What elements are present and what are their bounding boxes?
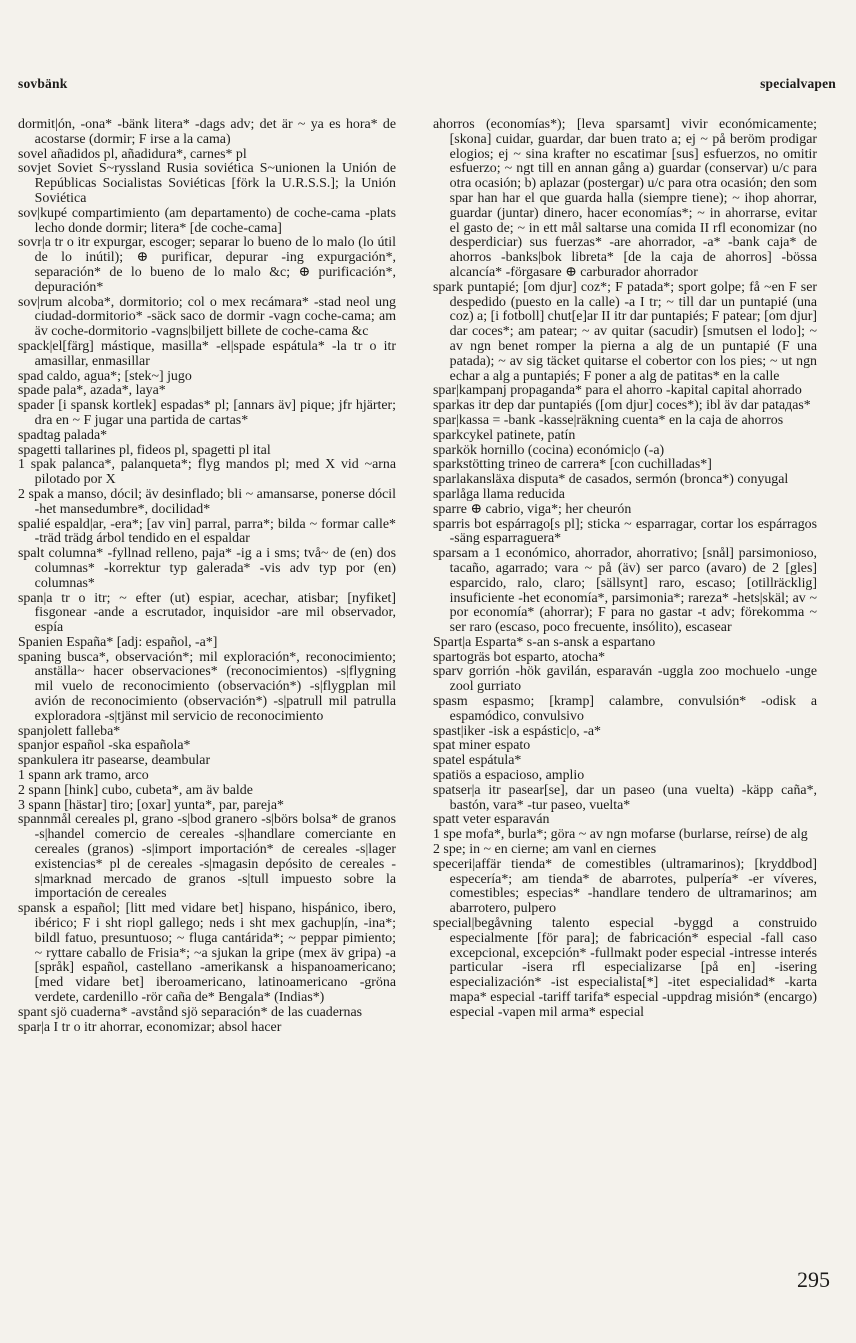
dictionary-entry: spatiös a espacioso, amplio xyxy=(433,768,585,784)
dictionary-entry: spader [i spansk kortlek] espadas* pl; [annars äv] pique; jfr hjärter; dra en ~ F jugar una partida de cartas* xyxy=(18,398,396,428)
dictionary-entry: spalt columna* -fyllnad relleno, paja* -ig a i sms; två~ de (en) dos columnas* -korrektur typ galerada* -vis adv typ por (en) columnas* xyxy=(18,546,396,591)
dictionary-entry: sparsam a 1 económico, ahorrador, ahorrativo; [snål] parsimonioso, tacaño, agarrado; vara ~ på (äv) ser parco (avaro) de 2 [gles] esparcido, ralo, claro; [sällsynt] raro, escaso; [otillräcklig] insuficiente -het economía*, parsimonia*; rareza* -hets|skäl; av ~ por economía* (ahorrar); F para no gastar -t adv; förekomma ~ ser raro (escaso, poco frecuente, insólito), escasear xyxy=(433,546,817,636)
dictionary-entry: sparkstötting trineo de carrera* [con cuchilladas*] xyxy=(433,457,712,473)
dictionary-entry: spalié espald|ar, -era*; [av vin] parral, parra*; bilda ~ formar calle* -träd trädg árbol tendido en el espaldar xyxy=(18,516,396,547)
dictionary-entry: spasm espasmo; [kramp] calambre, convulsión* -odisk a espamódico, convulsivo xyxy=(433,694,817,724)
dictionary-entry: spant sjö cuaderna* -avstånd sjö separación* de las cuadernas xyxy=(18,1004,363,1020)
dictionary-entry: spar|a I tr o itr ahorrar, economizar; absol hacer xyxy=(18,1019,282,1035)
dictionary-entry: 2 spe; in ~ en cierne; am vanl en ciernes xyxy=(433,842,657,858)
dictionary-entry: 1 spe mofa*, burla*; göra ~ av ngn mofarse (burlarse, reírse) de alg xyxy=(433,827,808,843)
dictionary-entry: spagetti tallarines pl, fideos pl, spagetti pl ital xyxy=(18,442,271,458)
dictionary-entry: spark puntapié; [om djur] coz*; F patada*; sport golpe; få ~en F ser despedido (puesto en la calle) -a I tr; ~ till dar un puntapié (una coz) a; [i fotboll] chut[e]ar II itr dar puntapiés; F patear; [om djur] dar coces*; am patear; ~ av quitar (sacudir) [smutsen el lodo]; ~ av ngn benet romper la pierna a alg de un puntapié (F una patada); ~ av sig täcket quitarse el cobertor con los pies; ~ ut ngn echar a alg a puntapiés; F poner a alg de patitas* en la calle xyxy=(433,279,817,384)
dictionary-entry: sovjet Soviet S~ryssland Rusia soviética S~unionen la Unión de Repúblicas Socialistas Soviéticas [förk la U.R.S.S.]; la Unión Soviética xyxy=(18,161,396,206)
dictionary-entry: sov|rum alcoba*, dormitorio; col o mex recámara* -stad neol ung ciudad-dormitorio* -säck saco de dormir -vagn coche-cama; am äv coche-dormitorio -vagns|biljett billete de coche-cama &c xyxy=(18,294,396,340)
dictionary-entry: Spanien España* [adj: español, -a*] xyxy=(18,634,218,650)
dictionary-entry: dormit|ón, -ona* -bänk litera* -dags adv; det är ~ ya es hora* de acostarse (dormir; F irse a la cama) xyxy=(18,117,396,147)
dictionary-entry: sovel añadidos pl, añadidura*, carnes* pl xyxy=(18,146,247,162)
left-column xyxy=(18,118,396,1035)
dictionary-entry: Spart|a Esparta* s-an s-ansk a espartano xyxy=(433,634,656,650)
dictionary-entry: sparkas itr dep dar puntapiés ([om djur] coces*); ibl äv dar pataдas* xyxy=(433,398,811,414)
dictionary-entry: sovr|a tr o itr expurgar, escoger; separar lo bueno de lo malo (lo útil de lo inútil); ⊕ purificar, depurar -ing expurgación*, separación* de lo bueno de lo malo &c; ⊕ purificación*, depuración* xyxy=(18,235,396,295)
dictionary-entry: spast|iker -isk a espástic|o, -a* xyxy=(433,723,601,739)
dictionary-entry: spanjor español -ska española* xyxy=(18,738,191,754)
dictionary-entry: sparkcykel patinete, patín xyxy=(433,427,576,443)
dictionary-entry: 2 spak a manso, dócil; äv desinflado; bli ~ amansarse, ponerse dócil -het mansedumbre*, docilidad* xyxy=(18,486,396,517)
dictionary-entry: spat miner espato xyxy=(433,738,531,754)
dictionary-entry: spatel espátula* xyxy=(433,753,522,769)
running-head-right: specialvapen xyxy=(760,76,836,91)
dictionary-entry: spaning busca*, observación*; mil exploración*, reconocimiento; anställa~ hacer observaciones* (reconocimientos) -s|flygning mil vuelo de reconocimiento (observación*) -s|flygplan mil avión de reconocimiento (observación*) -s|patrull mil patrulla exploradora -s|tjänst mil servicio de reconocimiento xyxy=(18,649,396,724)
dictionary-entry: spansk a español; [litt med vidare bet] hispano, hispánico, ibero, ibérico; F i sht riopl gallego; neds i sht mex gachup|ín, -ina*; bildl fatuo, presuntuoso; ~ fluga cantárida*; ~ peppar pimiento; ~ ryttare caballo de Frisia*; ~a sjukan la gripe (mex äv gripa) -a [språk] español, castellano -amerikansk a hispanoamericano; [med vidare bet] iberoamericano, latinoamericano -gröna verdete, cardenillo -rör caña de* Bengala* (Indias*) xyxy=(18,901,396,1006)
dictionary-entry: spar|kassa = -bank -kasse|räkning cuenta* en la caja de ahorros xyxy=(433,412,784,428)
dictionary-entry: 2 spann [hink] cubo, cubeta*, am äv balde xyxy=(18,782,253,798)
dictionary-entry: spannmål cereales pl, grano -s|bod granero -s|börs bolsa* de granos -s|handel comercio de cereales -s|handlare comerciante en cereales (granos) -s|import importación* de cereales -s|lager existencias* pl de cereales -s|magasin depósito de cereales -s|marknad mercado de granos -s|tull impuesto sobre la importación de cereales xyxy=(18,812,396,902)
dictionary-entry: spatser|a itr pasear[se], dar un paseo (una vuelta) -käpp caña*, bastón, vara* -tur paseo, vuelta* xyxy=(433,782,817,813)
right-column xyxy=(433,118,817,1021)
dictionary-entry: sparlakansläxa disputa* de casados, sermón (bronca*) conyugal xyxy=(433,472,789,488)
dictionary-entry: spad caldo, agua*; [stek~] jugo xyxy=(18,368,192,384)
dictionary-entry: sparv gorrión -hök gavilán, esparaván -uggla zoo mochuelo -unge zool gurriato xyxy=(433,664,817,695)
dictionary-entry: spatt veter esparaván xyxy=(433,812,550,828)
dictionary-entry: spade pala*, azada*, laya* xyxy=(18,383,166,399)
dictionary-entry: spartogräs bot esparto, atocha* xyxy=(433,649,606,665)
dictionary-entry: sparlåga llama reducida xyxy=(433,486,565,502)
dictionary-entry: 1 spak palanca*, palanqueta*; flyg mandos pl; med X vid ~arna pilotado por X xyxy=(18,457,396,488)
dictionary-entry: spankulera itr pasearse, deambular xyxy=(18,753,211,769)
dictionary-entry: speceri|affär tienda* de comestibles (ultramarinos); [kryddbod] especería*; am tienda* de abarrotes, pulpería* -er víveres, comestibles; especias* -handlare tendero de ultramarinos; am abarrotero, pulpero xyxy=(433,856,817,917)
dictionary-entry: spanjolett falleba* xyxy=(18,723,121,739)
dictionary-entry: sparris bot espárrago[s pl]; sticka ~ esparragar, cortar los espárragos -säng esparraguera* xyxy=(433,516,817,547)
dictionary-entry: special|begåvning talento especial -byggd a construido especialmente [för para]; de fabricación* especial -fall caso excepcional, excepción* -fullmakt poder especial -intresse interés particular -isera rfl especializarse [på en] -isering especialización* -ist especialista[*] -itet especialidad* -karta mapa* especial -tariff tarifa* especial -uppdrag misión* (encargo) especial -vapen mil arma* especial xyxy=(433,916,817,1020)
dictionary-entry: spadtag palada* xyxy=(18,427,108,443)
dictionary-entry: spack|el[färg] mástique, masilla* -el|spade espátula* -la tr o itr amasillar, enmasillar xyxy=(18,338,396,369)
running-head-left: sovbänk xyxy=(18,76,68,91)
dictionary-entry: 3 spann [hästar] tiro; [oxar] yunta*, par, pareja* xyxy=(18,797,284,813)
dictionary-entry: sparkök hornillo (cocina) económic|o (-a) xyxy=(433,442,665,458)
dictionary-entry: sparre ⊕ cabrio, viga*; her cheurón xyxy=(433,501,632,517)
dictionary-entry: ahorros (economías*); [leva sparsamt] vivir económicamente; [skona] cuidar, guardar, dar buen trato a; ej ~ på beröm prodigar elogios; ej ~ sina krafter no escatimar [sus] esfuerzos, no omitir esfuerzo; ~ ngt till en annan gång a) guardar (conservar) u/c para otra ocasión; b) aplazar (postergar) u/c para otra ocasión; den som spar han har el que guarda halla (siempre tiene); ~ ihop ahorrar, guardar (juntar) dinero, hacer economías*; ~ in ahorrarse, evitar el gasto de; ~ in ett mål saltarse una comida II rfl economizar (no desperdiciar) sus fuerzas* -are ahorrador, -a* -bank caja* de ahorros -banks|bok libreta* [de la caja de ahorros] -bössa alcancía* -förgasare ⊕ carburador ahorrador xyxy=(433,117,817,280)
page-number: 295 xyxy=(797,1267,830,1292)
dictionary-entry: 1 spann ark tramo, arco xyxy=(18,768,149,784)
dictionary-entry: span|a tr o itr; ~ efter (ut) espiar, acechar, atisbar; [nyfiket] fisgonear -ande a escrutador, inquisidor -are mil observador, espía xyxy=(18,590,396,636)
dictionary-entry: spar|kampanj propaganda* para el ahorro -kapital capital ahorrado xyxy=(433,383,802,399)
dictionary-entry: sov|kupé compartimiento (am departamento) de coche-cama -plats lecho donde dormir; litera* [de coche-cama] xyxy=(18,205,396,236)
